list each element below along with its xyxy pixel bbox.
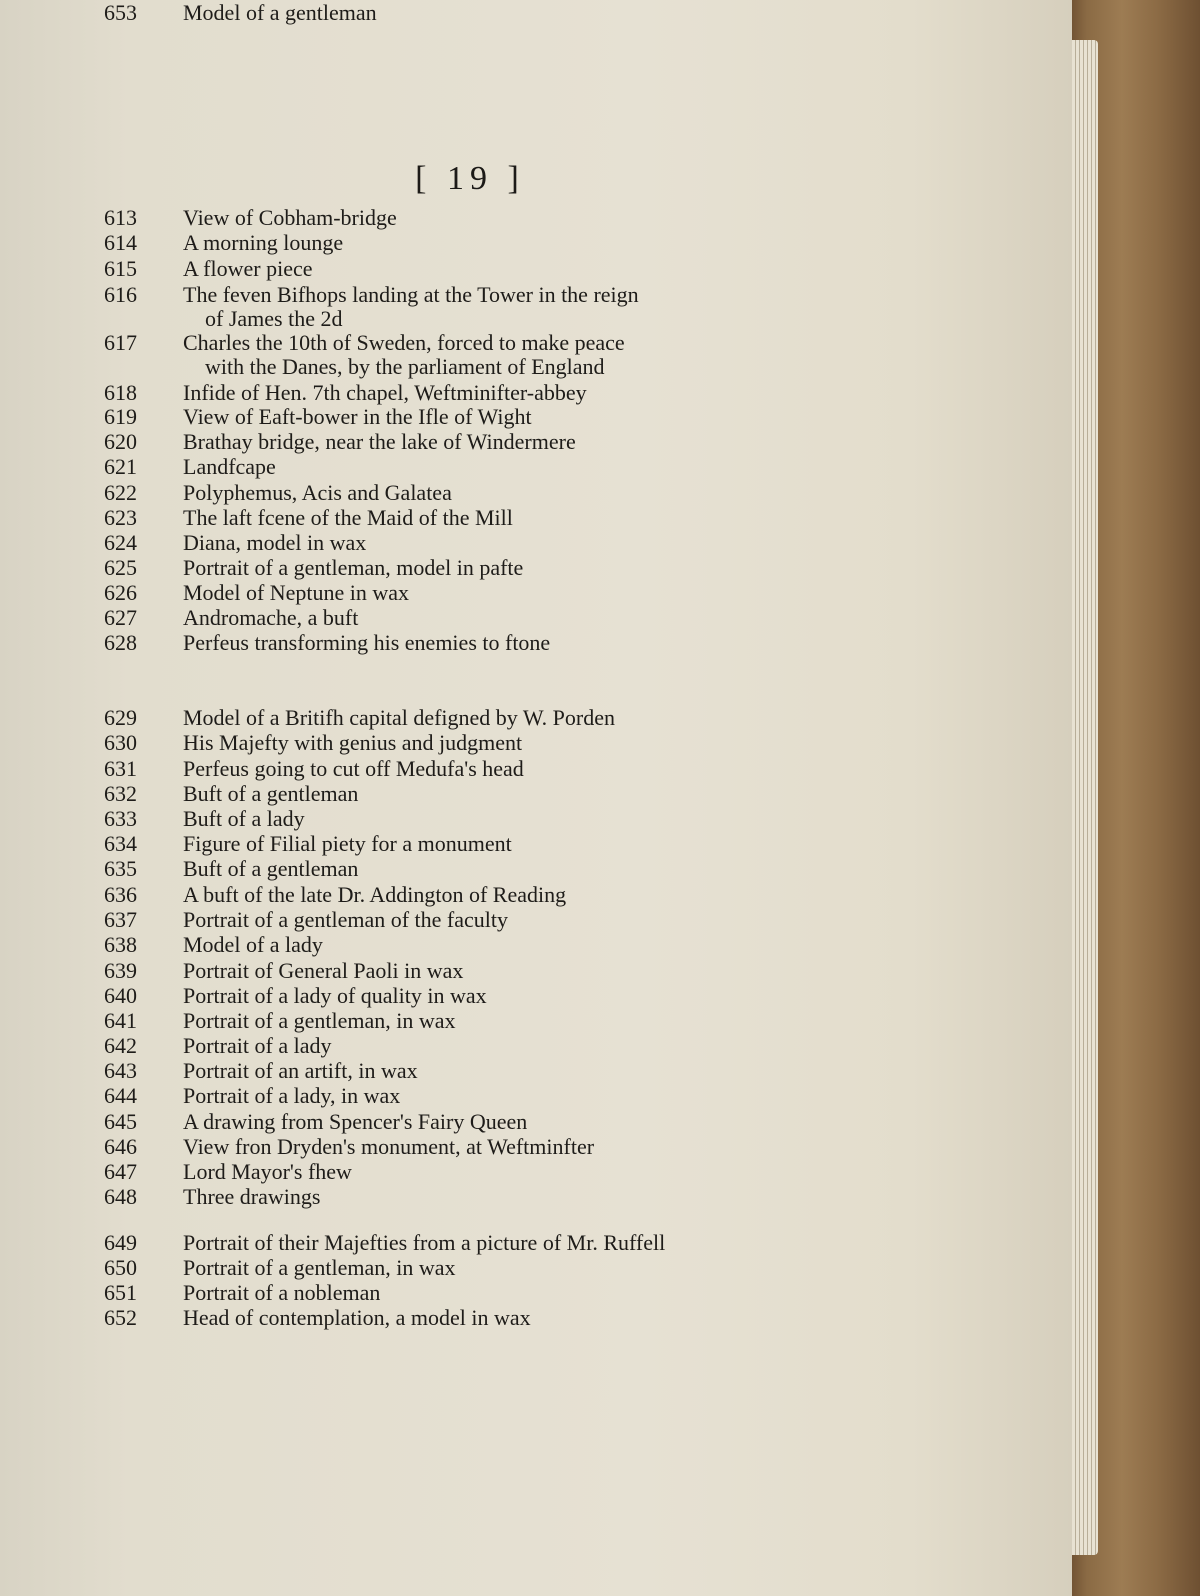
catalogue-number: 643	[104, 1058, 137, 1083]
catalogue-number: 625	[104, 555, 137, 580]
catalogue-number: 628	[104, 630, 137, 655]
catalogue-number: 618	[104, 380, 137, 405]
catalogue-number: 626	[104, 580, 137, 605]
catalogue-number: 620	[104, 429, 137, 454]
artwork-title: View fron Dryden's monument, at Weftminfter	[183, 1134, 595, 1159]
catalogue-number: 641	[104, 1008, 137, 1033]
artwork-title-continued: with the Danes, by the parliament of England	[205, 354, 605, 379]
artwork-title: A drawing from Spencer's Fairy Queen	[183, 1109, 528, 1134]
artwork-title: A morning lounge	[183, 230, 344, 255]
catalogue-number: 644	[104, 1083, 137, 1108]
catalogue-number: 624	[104, 530, 137, 555]
artwork-title: Portrait of a gentleman, model in pafte	[183, 555, 524, 580]
catalogue-number: 649	[104, 1230, 137, 1255]
catalogue-number: 645	[104, 1109, 137, 1134]
catalogue-number: 642	[104, 1033, 137, 1058]
artwork-title: A flower piece	[183, 256, 313, 281]
catalogue-number: 639	[104, 958, 137, 983]
catalogue-number: 652	[104, 1305, 137, 1330]
artwork-title: Portrait of a lady, in wax	[183, 1083, 401, 1108]
catalogue-number: 636	[104, 882, 137, 907]
artwork-title: Diana, model in wax	[183, 530, 367, 555]
catalogue-number: 640	[104, 983, 137, 1008]
artwork-title: Model of a lady	[183, 932, 323, 957]
artwork-title: Portrait of a lady of quality in wax	[183, 983, 487, 1008]
artwork-title: The feven Bifhops landing at the Tower in the reign	[183, 282, 639, 307]
artwork-title: Buft of a gentleman	[183, 781, 359, 806]
catalogue-number: 647	[104, 1159, 137, 1184]
catalogue-number: 653	[104, 0, 137, 25]
catalogue-number: 648	[104, 1184, 137, 1209]
catalogue-number: 631	[104, 756, 137, 781]
artwork-title: Infide of Hen. 7th chapel, Weftminifter-abbey	[183, 380, 587, 405]
artwork-title: Head of contemplation, a model in wax	[183, 1305, 531, 1330]
artwork-title: Perfeus going to cut off Medufa's head	[183, 756, 524, 781]
catalogue-number: 630	[104, 730, 137, 755]
catalogue-number: 633	[104, 806, 137, 831]
artwork-title: Polyphemus, Acis and Galatea	[183, 480, 452, 505]
catalogue-number: 634	[104, 831, 137, 856]
catalogue-number: 629	[104, 705, 137, 730]
catalogue-number: 637	[104, 907, 137, 932]
artwork-title: Portrait of General Paoli in wax	[183, 958, 464, 983]
artwork-title: View of Cobham-bridge	[183, 205, 397, 230]
catalogue-number: 622	[104, 480, 137, 505]
artwork-title: Model of Neptune in wax	[183, 580, 410, 605]
artwork-title: Portrait of a gentleman of the faculty	[183, 907, 508, 932]
artwork-title: View of Eaft-bower in the Ifle of Wight	[183, 404, 532, 429]
artwork-title: Three drawings	[183, 1184, 321, 1209]
artwork-title: Portrait of a gentleman, in wax	[183, 1008, 456, 1033]
catalogue-number: 619	[104, 404, 137, 429]
artwork-title: Model of a Britifh capital defigned by W. Porden	[183, 705, 615, 730]
catalogue-number: 623	[104, 505, 137, 530]
catalogue-number: 621	[104, 454, 137, 479]
artwork-title: Buft of a lady	[183, 806, 305, 831]
artwork-title: Portrait of a nobleman	[183, 1280, 381, 1305]
artwork-title: Portrait of a lady	[183, 1033, 332, 1058]
catalogue-number: 616	[104, 282, 137, 307]
catalogue-number: 650	[104, 1255, 137, 1280]
artwork-title-continued: of James the 2d	[205, 306, 343, 331]
catalogue-number: 615	[104, 256, 137, 281]
page-edges	[1068, 40, 1098, 1555]
artwork-title: Model of a gentleman	[183, 0, 377, 25]
artwork-title: Landfcape	[183, 454, 276, 479]
catalogue-number: 614	[104, 230, 137, 255]
artwork-title: Charles the 10th of Sweden, forced to make peace	[183, 330, 625, 355]
catalogue-number: 635	[104, 856, 137, 881]
catalogue-number: 627	[104, 605, 137, 630]
catalogue-number: 613	[104, 205, 137, 230]
catalogue-number: 651	[104, 1280, 137, 1305]
artwork-title: Perfeus transforming his enemies to ftone	[183, 630, 551, 655]
catalogue-number: 632	[104, 781, 137, 806]
artwork-title: Portrait of their Majefties from a picture of Mr. Ruffell	[183, 1230, 666, 1255]
page-number-header: [ 19 ]	[415, 160, 525, 197]
artwork-title: His Majefty with genius and judgment	[183, 730, 523, 755]
artwork-title: Brathay bridge, near the lake of Windermere	[183, 429, 576, 454]
artwork-title: Portrait of an artift, in wax	[183, 1058, 418, 1083]
artwork-title: Lord Mayor's fhew	[183, 1159, 352, 1184]
catalogue-number: 646	[104, 1134, 137, 1159]
catalogue-number: 617	[104, 330, 137, 355]
artwork-title: A buft of the late Dr. Addington of Reading	[183, 882, 567, 907]
artwork-title: The laft fcene of the Maid of the Mill	[183, 505, 513, 530]
artwork-title: Buft of a gentleman	[183, 856, 359, 881]
artwork-title: Andromache, a buft	[183, 605, 359, 630]
artwork-title: Figure of Filial piety for a monument	[183, 831, 512, 856]
artwork-title: Portrait of a gentleman, in wax	[183, 1255, 456, 1280]
catalogue-number: 638	[104, 932, 137, 957]
